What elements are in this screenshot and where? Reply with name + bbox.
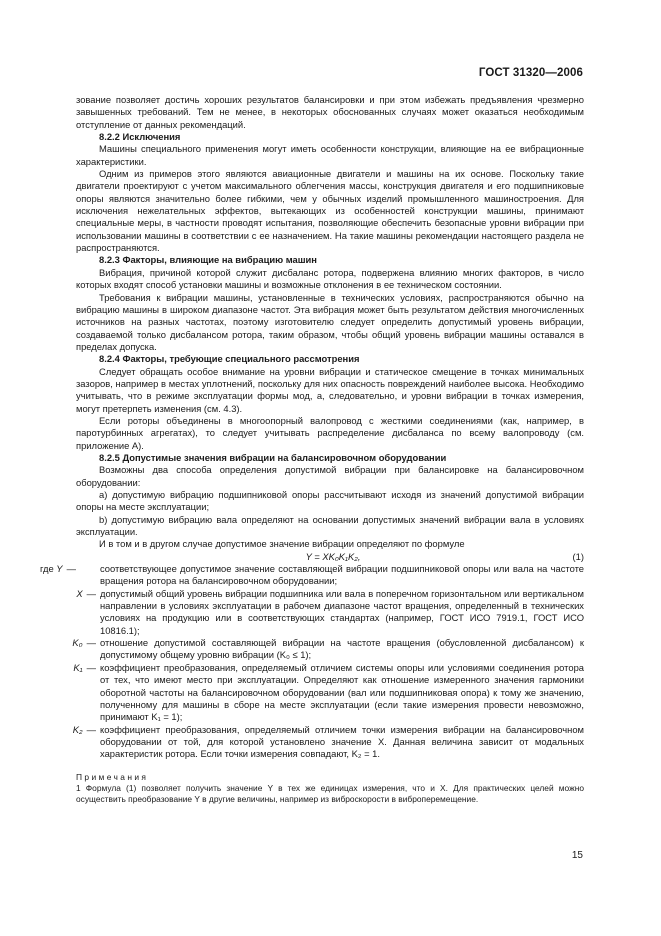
paragraph: зование позволяет достичь хороших результатов балансировки и при этом избежать предъявления чрезмерно завышенных требований. Тем не менее, в некоторых обоснованных случаях может оказаться необходимым отступление от данных рекомендаций.: [76, 94, 584, 130]
definition-symbol: K₂: [72, 723, 83, 735]
paragraph: Следует обращать особое внимание на уровни вибрации и статическое смещение в точках минимальных зазоров, например в местах уплотнений, поскольку для них опасность повреждений наиболее высока. Необходимо учитывать, что в режиме эксплуатации формы мод, а, следовательно, и уровни вибрации в точках измерения, могут претерпеть изменения (см. 4.3).: [76, 365, 584, 414]
page-number: 15: [571, 850, 583, 861]
paragraph: Машины специального применения могут иметь особенности конструкции, влияющие на ее вибрационные характеристики.: [76, 143, 584, 167]
definition-text: коэффициент преобразования, определяемый отличием точки измерения вибрации на балансировочном оборудовании от той, для которой установлено значение X. Данная величина зависит от модальных характеристик ротора. Если точки измерения совпадают, K₂ = 1.: [100, 723, 584, 760]
definition-item: K₁ — коэффициент преобразования, определяемый отличием системы опоры или условиями соединения ротора от тех, что имеют место при эксплуатации. Определяют как отношение измеренного значения гармоники оборотной частоты на балансировочном оборудовании (вал или подшипниковая опора) к тому же значению, полученному для машины в сборе на месте эксплуатации (если такие измерения провести невозможно, принимают K₁ = 1);: [73, 661, 584, 723]
note-item: 1 Формула (1) позволяет получить значение Y в тех же единицах измерения, что и X. Для практических целей можно осуществить преобразование Y в другие величины, например из виброскорости в виброперемещение.: [76, 782, 584, 805]
list-item: b) допустимую вибрацию вала определяют на основании допустимых значений вибрации вала в условиях эксплуатации.: [76, 513, 584, 538]
section-heading-8-2-4: 8.2.4 Факторы, требующие специального рассмотрения: [99, 353, 360, 365]
notes-title: Примечания: [76, 771, 149, 782]
paragraph: Одним из примеров этого являются авиационные двигатели и машины на их основе. Поскольку такие двигатели проектируют с учетом максимального облегчения массы, конструкция двигателя и его подшипниковые опоры являются значительно более гибкими, чем у обычных изделий промышленного машиностроения. Для исключения нежелательных эффектов, вытекающих из особенностей конструкции машины, принимают специальные меры, в частности проводят испытания, позволяющие обеспечить безопасные уровни вибрации при использовании машины в соответствии с ее назначением. На такие машины рекомендации настоящего раздела не распространяются.: [76, 168, 584, 254]
definition-item: X — допустимый общий уровень вибрации подшипника или вала в поперечном горизонтальном или вертикальном направлении в условиях эксплуатации в рабочем диапазоне частот вращения, определенный в технических условиях на продукцию или в соответствующих стандартах (например, ГОСТ ИСО 7919.1, ГОСТ ИСО 10816.1);: [76, 587, 584, 636]
definition-text: соответствующее допустимое значение составляющей вибрации подшипниковой опоры или вала на частоте вращения ротора на балансировочном оборудовании;: [100, 563, 584, 587]
definition-symbol: Y: [56, 563, 63, 575]
definition-text: коэффициент преобразования, определяемый отличием системы опоры или условиями соединения ротора от тех, что имеют место при эксплуатации. Определяют как отношение измеренного значения гармоники оборотной частоты на балансировочном оборудовании (вал или подшипниковая опора) к тому же значению, полученному для машины в сборе на месте эксплуатации (если такие измерения провести невозможно, принимают K₁ = 1);: [100, 661, 584, 723]
definition-lead: где: [40, 563, 57, 575]
paragraph: Если роторы объединены в многоопорный валопровод с жесткими соединениями (как, например, в паротурбинных агрегатах), то следует учитывать распределение дисбаланса по всему валопроводу (см. приложение А).: [76, 414, 584, 451]
section-heading-8-2-5: 8.2.5 Допустимые значения вибрации на балансировочном оборудовании: [99, 451, 447, 463]
definition-text: допустимый общий уровень вибрации подшипника или вала в поперечном горизонтальном или вертикальном направлении в условиях эксплуатации в рабочем диапазоне частот вращения, определенный в технических условиях на продукцию или в соответствующих стандартах (например, ГОСТ ИСО 7919.1, ГОСТ ИСО 10816.1);: [100, 587, 584, 636]
paragraph: Вибрация, причиной которой служит дисбаланс ротора, подвержена влиянию многих факторов, в число которых входят способ установки машины и возможные отклонения в ее техническом состоянии.: [76, 266, 584, 291]
definition-symbol: K₀: [72, 637, 83, 649]
paragraph: Требования к вибрации машины, установленные в технических условиях, распространяются обычно на вибрацию машины в широком диапазоне частот. Эта вибрация может быть результатом действия многочисленных источников на разных частотах, поэтому изготовителю следует определить допустимый уровень вибрации, создаваемой только дисбалансом ротора, таким образом, чтобы общий уровень вибрации машины оставался в пределах допуска.: [76, 291, 584, 352]
formula: [76, 551, 584, 563]
paragraph: Возможны два способа определения допустимой вибрации при балансировке на балансировочном оборудовании:: [76, 464, 584, 488]
definition-item: K₂ — коэффициент преобразования, определяемый отличием точки измерения вибрации на балансировочном оборудовании от той, для которой установлено значение X. Данная величина зависит от модальных характеристик ротора. Если точки измерения совпадают, K₂ = 1.: [72, 723, 584, 760]
definition-text: отношение допустимой составляющей вибрации на частоте вращения (обусловленной дисбалансом) к допустимому общему уровню вибрации (K₀ ≤ 1);: [100, 637, 584, 661]
definition-symbol: X: [76, 587, 83, 599]
symbol-definitions: [40, 563, 584, 761]
definition-symbol: K₁: [73, 661, 83, 673]
list-item: а) допустимую вибрацию подшипниковой опоры рассчитывают исходя из значений допустимой вибрации опоры на месте эксплуатации;: [76, 489, 584, 513]
section-heading-8-2-2: 8.2.2 Исключения: [99, 131, 181, 143]
formula-expression: Y = XK₀K₁K₂,: [305, 550, 361, 562]
definition-item: K₀ — отношение допустимой составляющей вибрации на частоте вращения (обусловленной дисбалансом) к допустимому общему уровню вибрации (K₀ ≤ 1);: [72, 637, 584, 661]
definition-item: где Y — соответствующее допустимое значение составляющей вибрации подшипниковой опоры или вала на частоте вращения ротора на балансировочном оборудовании;: [40, 563, 584, 587]
paragraph: И в том и в другом случае допустимое значение вибрации определяют по формуле: [99, 538, 465, 550]
document-header: ГОСТ 31320—2006: [478, 67, 583, 79]
formula-number: (1): [572, 550, 584, 562]
section-heading-8-2-3: 8.2.3 Факторы, влияющие на вибрацию машин: [99, 254, 317, 266]
document-body: [40, 94, 584, 806]
